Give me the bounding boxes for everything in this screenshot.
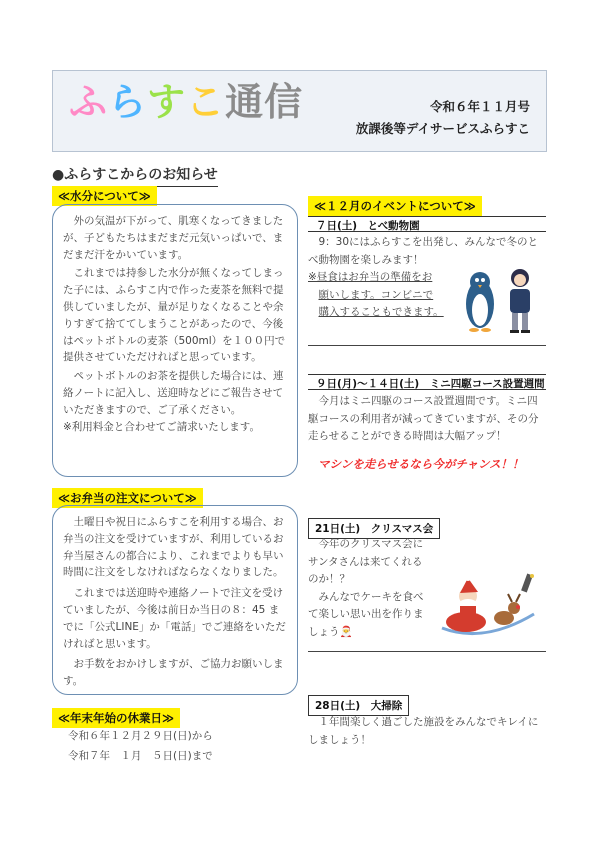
cleaning-event-text: １年間楽しく過ごした施設をみんなでキレイにしましょう！ [308,716,539,746]
penguin-and-person-illustration [458,264,544,336]
water-note: ※利用料金と合わせてご請求いたします。 [63,420,260,433]
bento-notice-box [52,505,298,695]
bento-section-tag: ≪お弁当の注文について≫ [52,488,203,508]
water-paragraph: これまでは持参した水分が無くなってしまった子には、ふらすこ内で作った麦茶を無料で提供していましたが、量が足りなくなることや余りすぎて捨ててしまうことがあったので、今後はペットボトルの麦茶（500ml）を１００円で提供させていただければと思っています。 [63,267,286,364]
water-paragraph: 外の気温が下がって、肌寒くなってきましたが、子どもたちはまだまだ元気いっぱいで、まだまだ汗をかいています。 [63,215,284,261]
water-notice-box [52,204,298,477]
title-char: す [147,80,187,124]
holiday-end: 令和７年 １月 ５日(日)まで [68,750,213,762]
christmas-event-text [308,536,430,641]
title-char: 信 [264,80,304,124]
christmas-line: みんなでケーキを食べて楽しい思い出を作りましょう🎅 [308,590,424,638]
organization-name: 放課後等デイサービスふらすこ [355,121,530,136]
december-events-tag: ≪１２月のイベントについて≫ [308,196,482,216]
cleaning-event-label: 28日(土) 大掃除 [308,695,409,716]
newsletter-header [52,70,547,152]
water-section-tag: ≪水分について≫ [52,186,157,206]
mini4wd-event-bar [308,374,546,390]
zoo-note: 購入することもできます。 [318,306,444,318]
bento-paragraph: 土曜日や祝日にふらすこを利用する場合、お弁当の注文を受けていますが、利用しているお弁当屋さんの都合により、これまでよりも早い時間に注文をしなければならなくなりました。 [63,516,284,579]
zoo-event-label: ７日(土) とべ動物園 [316,220,420,232]
zoo-note: ※昼食はお弁当の準備をお [308,271,433,283]
title-char: ら [108,80,148,124]
mini4wd-event-text: 今月はミニ四駆のコース設置週間です。ミニ四駆コースの利用者が減ってきていますが、その分走らせることができる時間は大幅アップ！ [308,395,539,442]
title-char: ふ [69,80,109,124]
mini4wd-highlight: マシンを走らせるなら今がチャンス！！ [318,457,524,471]
bento-paragraph: これまでは送迎時や連絡ノートで注文を受けていましたが、今後は前日か当日の８：45 までに「公式LINE」か「電話」でご連絡をいただければと思います。 [63,587,286,650]
christmas-line: 今年のクリスマス会にサンタさんは来てくれるのか！？ [308,538,424,585]
holiday-section-tag: ≪年末年始の休業日≫ [52,708,180,728]
issue-label: 令和６年１１月号 [429,99,530,114]
zoo-line: 9：30にはふらすこを出発し、みんなで冬のとべ動物園を楽しみます！ [308,236,539,266]
zoo-note: 願いします。コンビニで [318,288,434,301]
santa-sleigh-illustration [434,566,540,644]
divider [308,651,546,652]
title-char: 通 [225,80,265,124]
divider [308,345,546,346]
holiday-start: 令和６年１２月２９日(日)から [68,730,213,742]
water-paragraph: ペットボトルのお茶を提供した場合には、連絡ノートに記入し、送迎時などにご報告させていただきますので、ご了承ください。 [63,370,284,416]
mini4wd-event-label: ９日(月)～１４日(土) ミニ四駆コース設置週間 [316,378,545,390]
zoo-event-bar [308,216,546,232]
title-char: こ [186,80,226,124]
christmas-event-label: 21日(土) クリスマス会 [308,518,440,539]
bento-paragraph: お手数をおかけしますが、ご協力お願いします。 [63,658,284,688]
notices-heading: ●ふらすこからのお知らせ [52,164,218,187]
newsletter-title [69,80,304,124]
